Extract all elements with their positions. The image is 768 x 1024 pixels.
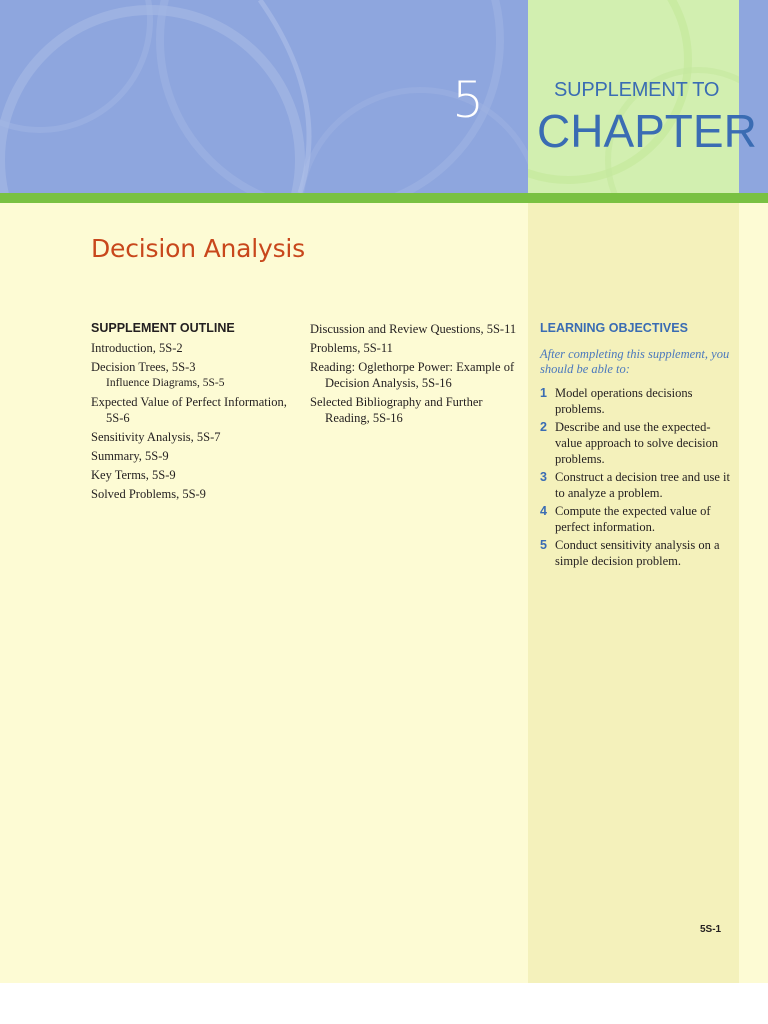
objective-number: 2 [540,420,547,434]
outline-entry: Key Terms, 5S-9 [91,468,176,482]
learning-objectives-heading: LEARNING OBJECTIVES [540,321,688,335]
objective-number: 5 [540,538,547,552]
outline-entry: Solved Problems, 5S-9 [91,487,206,501]
objective-text: Describe and use the expected-value approach to solve decision problems. [555,420,719,466]
header-divider-bar [0,193,768,203]
outline-column-2 [310,321,520,429]
objective-number: 3 [540,470,547,484]
outline-entry: Introduction, 5S-2 [91,341,183,355]
learning-objective-item [540,385,730,417]
learning-objectives-intro: After completing this supplement, you should be able to: [540,347,730,376]
learning-objective-item [540,503,730,535]
chapter-number: 5 [452,71,484,129]
outline-entry: Discussion and Review Questions, 5S-11 [310,322,517,336]
outline-column-1 [91,340,301,505]
learning-objective-item [540,419,730,467]
learning-objective-item [540,469,730,501]
objective-text: Model operations decisions problems. [555,386,693,416]
objective-text: Conduct sensitivity analysis on a simple decision problem. [555,538,720,568]
page-number: 5S-1 [700,924,722,935]
chapter-label: CHAPTER [537,105,757,157]
objective-text: Compute the expected value of perfect information. [555,504,711,534]
outline-entry: Sensitivity Analysis, 5S-7 [91,430,221,444]
outline-entry: Expected Value of Perfect Information, 5S-6 [91,395,287,425]
outline-entry: Decision Trees, 5S-3 [91,360,196,374]
header-banner-edge [739,0,768,193]
outline-entry: Summary, 5S-9 [91,449,169,463]
outline-entry: Selected Bibliography and Further Reading, 5S-16 [310,395,483,425]
objective-number: 1 [540,386,547,400]
page-title: Decision Analysis [91,234,305,263]
outline-entry: Reading: Oglethorpe Power: Example of Decision Analysis, 5S-16 [310,360,515,390]
outline-heading: SUPPLEMENT OUTLINE [91,321,235,335]
learning-objective-item [540,537,730,569]
supplement-to-label: SUPPLEMENT TO [554,79,720,101]
outline-entry: Influence Diagrams, 5S-5 [106,377,225,389]
objective-number: 4 [540,504,547,518]
objective-text: Construct a decision tree and use it to analyze a problem. [555,470,730,500]
learning-objectives-list [540,385,730,571]
outline-entry: Problems, 5S-11 [310,341,393,355]
